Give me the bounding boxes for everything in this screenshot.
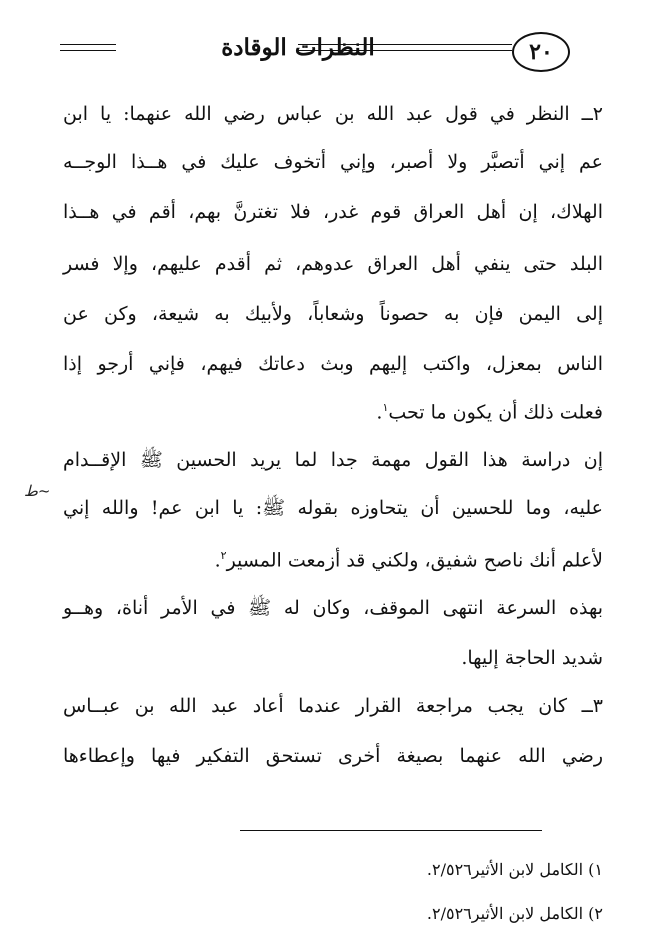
footnote-ref: ١ [382,401,389,414]
page-header [58,28,618,74]
body-line: ٢ــ النظر في قول عبد الله بن عباس رضي الله عنهما: يا ابن [63,103,603,125]
body-text: فعلت ذلك أن يكون ما تحب [388,401,603,424]
page-number: ٢٠ [512,32,570,72]
body-line: فعلت ذلك أن يكون ما تحب$^١$. [376,401,603,424]
body-line: لأعلم أنك ناصح شفيق، ولكني قد أزمعت المسير$^٢$. [214,549,603,572]
body-line: بهذه السرعة انتهى الموقف، وكان له ﷺ في الأمر أناة، وهــو [63,597,603,619]
book-title: النظرات الوقادة [221,34,375,61]
footnote-separator [240,830,542,831]
body-line: البلد حتى ينفي أهل العراق عدوهم، ثم أقدم عليهم، وإلا فسر [63,253,603,275]
body-line: شديد الحاجة إليها. [461,647,603,669]
body-line: إلى اليمن فإن به حصوناً وشعاباً، ولأبيك به شيعة، وكن عن [63,303,603,325]
body-text: لأعلم أنك ناصح شفيق، ولكني قد أزمعت المسير [226,549,603,572]
footnote: ٢) الكامل لابن الأثير٢/٥٢٦. [426,904,603,923]
body-line: عليه، وما للحسين أن يتحاوزه بقوله ﷺ: يا ابن عم! والله إني [63,497,603,519]
body-line: عم إني أتصبَّر ولا أصبر، وإني أتخوف عليك في هــذا الوجــه [63,151,603,173]
body-line: رضي الله عنهما بصيغة أخرى تستحق التفكير فيها وإعطاءها [63,745,603,767]
footnote: ١) الكامل لابن الأثير٢/٥٢٦. [426,860,603,879]
body-line: الناس بمعزل، واكتب إليهم وبث دعاتك فيهم، فإني أرجو إذا [63,353,603,375]
body-line: ٣ــ كان يجب مراجعة القرار عندما أعاد عبد الله بن عبــاس [63,695,603,717]
header-rule-right [298,44,512,45]
header-rule-left [60,44,116,45]
body-line: إن دراسة هذا القول مهمة جدا لما يريد الحسين ﷺ الإقــدام [63,449,603,471]
header-rule-left [60,50,116,51]
body-line: الهلاك، إن أهل العراق قوم غدر، فلا تغترنَّ بهم، أقم في هــذا [63,201,603,223]
footnote-ref: ٢ [220,549,227,562]
header-rule-right [298,50,512,51]
handwritten-margin-note: ط~ [24,482,51,500]
